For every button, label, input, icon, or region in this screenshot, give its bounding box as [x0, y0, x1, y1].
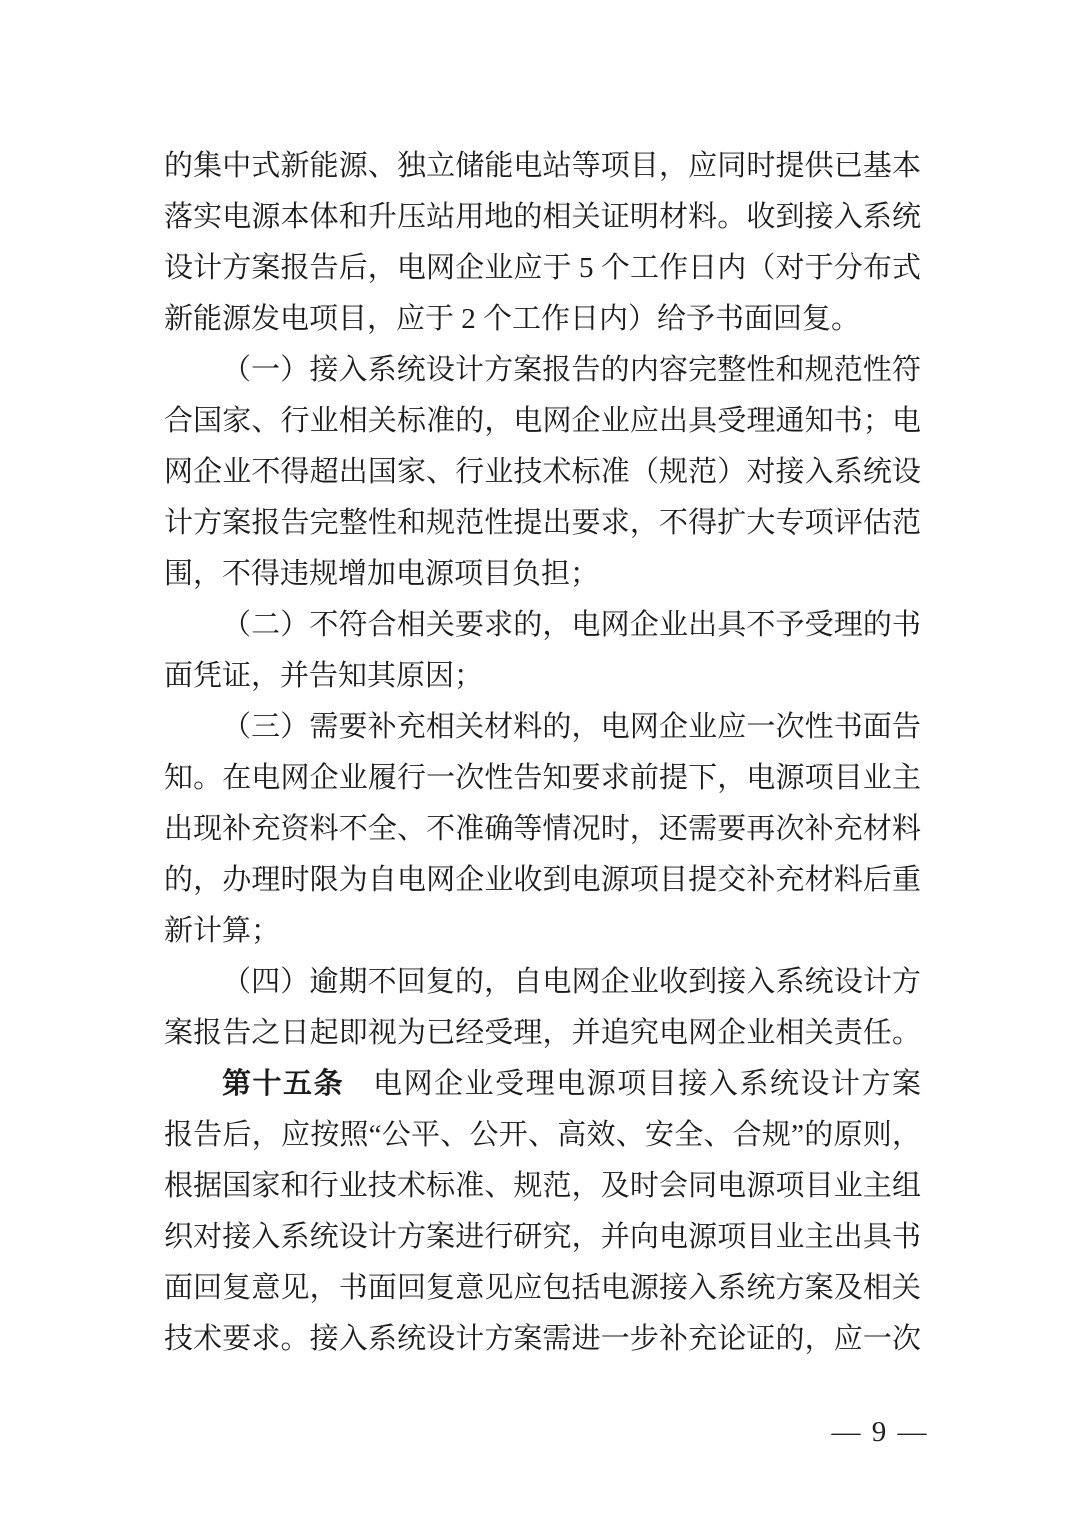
text-line-item-3: （三）需要补充相关材料的，电网企业应一次性书面告 — [222, 711, 921, 743]
text-line: 案报告之日起即视为已经受理，并追究电网企业相关责任。 — [164, 1017, 921, 1049]
article-first-line-text: 电网企业受理电源项目接入系统设计方案 — [373, 1068, 921, 1100]
text-line: 围，不得违规增加电源项目负担； — [164, 558, 600, 590]
text-line: 网企业不得超出国家、行业技术标准（规范）对接入系统设 — [164, 456, 921, 488]
text-line-article-15 — [164, 1059, 921, 1110]
text-line: 报告后，应按照“公平、公开、高效、安全、合规”的原则， — [164, 1119, 921, 1151]
text-line: 织对接入系统设计方案进行研究，并向电源项目业主出具书 — [164, 1221, 921, 1253]
text-line: 新能源发电项目，应于 2 个工作日内）给予书面回复。 — [164, 303, 861, 335]
article-number-label: 第十五条 — [222, 1068, 345, 1100]
text-line-item-2: （二）不符合相关要求的，电网企业出具不予受理的书 — [222, 609, 921, 641]
text-line: 设计方案报告后，电网企业应于 5 个工作日内（对于分布式 — [164, 252, 921, 284]
text-line: 技术要求。接入系统设计方案需进一步补充论证的，应一次 — [164, 1323, 921, 1355]
text-line: 的，办理时限为自电网企业收到电源项目提交补充材料后重 — [164, 864, 921, 896]
text-line: 的集中式新能源、独立储能电站等项目，应同时提供已基本 — [164, 150, 921, 182]
text-line: 落实电源本体和升压站用地的相关证明材料。收到接入系统 — [164, 201, 921, 233]
page-number: — 9 — — [831, 1416, 929, 1448]
text-line: 合国家、行业相关标准的，电网企业应出具受理通知书；电 — [164, 405, 921, 437]
text-line: 出现补充资料不全、不准确等情况时，还需要再次补充材料 — [164, 813, 921, 845]
text-line: 面回复意见，书面回复意见应包括电源接入系统方案及相关 — [164, 1272, 921, 1304]
text-line: 根据国家和行业技术标准、规范，及时会同电源项目业主组 — [164, 1170, 921, 1202]
text-line: 知。在电网企业履行一次性告知要求前提下，电源项目业主 — [164, 762, 921, 794]
text-line: 面凭证，并告知其原因； — [164, 660, 484, 692]
text-line: 计方案报告完整性和规范性提出要求，不得扩大专项评估范 — [164, 507, 921, 539]
text-line: 新计算； — [164, 915, 281, 947]
document-body — [164, 141, 921, 1365]
text-line-item-4: （四）逾期不回复的，自电网企业收到接入系统设计方 — [222, 966, 921, 998]
text-line-item-1: （一）接入系统设计方案报告的内容完整性和规范性符 — [222, 354, 921, 386]
